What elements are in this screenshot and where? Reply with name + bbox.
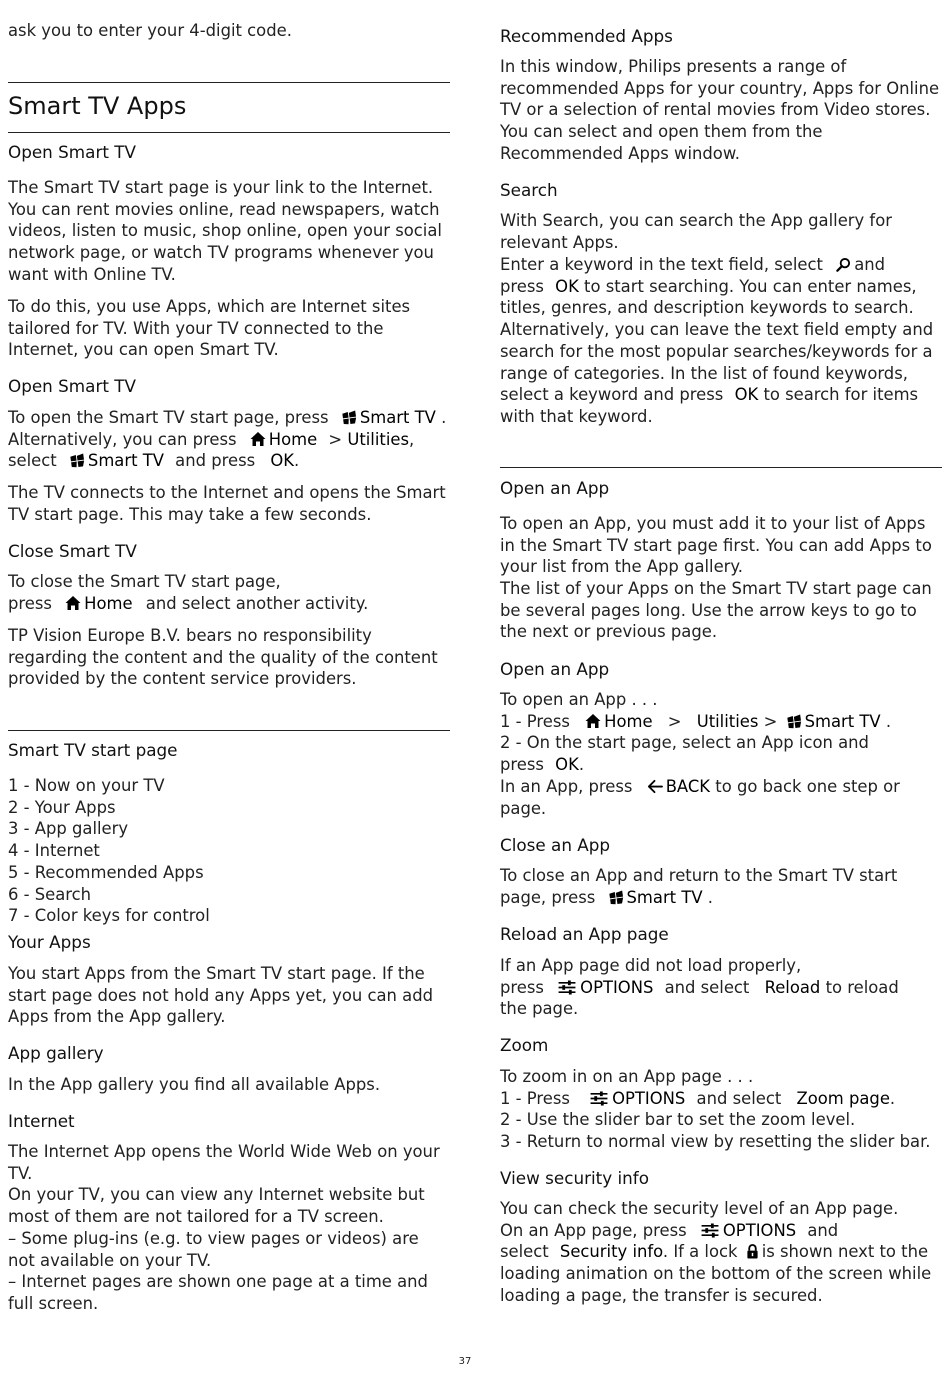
open-app-step-1-sep: >: [667, 711, 682, 731]
security-line-2-text: On an App page, press: [500, 1220, 687, 1240]
zoom-line-1: To zoom in on an App page . . .: [500, 1067, 754, 1086]
security-line-3-text-c: is shown next to the loading animation on the bottom of the screen while loading a page, the transfer is secured.: [500, 1242, 932, 1305]
reload-line-2-text-c: to reload: [825, 977, 899, 997]
security-line-1: You can check the security level of an App page.: [500, 1199, 899, 1218]
reload-line-1: If an App page did not load properly,: [500, 956, 802, 975]
open-app-heading: Open an App: [500, 478, 610, 498]
open-smart-tv-instructions: [8, 407, 450, 472]
list-item: 4 - Internet: [8, 841, 100, 861]
open-app-step-1: [500, 711, 942, 733]
open-app-rule: [500, 467, 942, 468]
security-line-3: [500, 1241, 942, 1306]
smart-tv-icon: [70, 453, 85, 468]
home-key-label: Home: [604, 711, 653, 731]
options-key-label: OPTIONS: [722, 1220, 797, 1240]
zoom-step-1: [500, 1088, 942, 1110]
open-app-line-1: To open an App . . .: [500, 690, 658, 709]
open-line-2-text: Alternatively, you can press: [8, 429, 237, 449]
options-icon: [700, 1223, 720, 1238]
page-number: 37: [458, 1356, 472, 1367]
reload-label: Reload: [764, 977, 821, 997]
security-instructions: [500, 1198, 942, 1307]
close-app-heading: Close an App: [500, 835, 611, 855]
search-line-3: [500, 276, 942, 428]
options-key-label: OPTIONS: [612, 1088, 686, 1108]
zoom-step-3: 3 - Return to normal view by resetting the slider bar.: [500, 1132, 931, 1152]
smart-tv-key-label: Smart TV: [359, 408, 436, 427]
options-icon: [557, 980, 577, 995]
reload-line-2: [500, 977, 942, 999]
search-icon: [836, 257, 851, 272]
open-app-steps: [500, 689, 942, 819]
open-app-step-2-b: [500, 754, 942, 776]
reload-line-2-text-b: and select: [664, 977, 750, 997]
lock-icon: [746, 1244, 759, 1259]
open-line-2-end: ,: [409, 429, 415, 449]
search-line-2: [500, 254, 942, 276]
search-heading: Search: [500, 180, 558, 200]
open-app-step-2: 2 - On the start page, select an App icon and: [500, 733, 869, 753]
open-smart-tv-para1: The Smart TV start page is your link to the Internet. You can rent movies online, read newspapers, watch videos, listen to music, shop online, open your social network page, or watch TV programs whenever you want with Online TV.: [8, 178, 442, 284]
search-line-3-text: press: [500, 276, 544, 296]
zoom-step-1-end: .: [889, 1088, 896, 1108]
connects-para: The TV connects to the Internet and opens the Smart TV start page. This may take a few seconds.: [8, 483, 446, 524]
zoom-step-1-text-b: and select: [696, 1088, 782, 1108]
open-app-step-2-end: .: [578, 755, 585, 775]
list-item: 6 - Search: [8, 884, 92, 904]
home-key-label: Home: [84, 593, 133, 613]
search-line-2-and: and: [854, 255, 886, 274]
security-line-3-text: select: [500, 1242, 549, 1262]
smart-tv-key-label: Smart TV: [87, 451, 164, 471]
home-icon: [250, 431, 266, 447]
start-page-rule: [8, 730, 450, 731]
section-title: Smart TV Apps: [8, 92, 187, 120]
open-app-step-1-sep-2: >: [763, 711, 778, 731]
open-line-2-sep: >: [328, 429, 343, 449]
zoom-step-2: 2 - Use the slider bar to set the zoom level.: [500, 1110, 856, 1130]
home-icon: [585, 713, 601, 729]
ok-key-label: OK: [734, 385, 759, 405]
open-app-para-1: To open an App, you must add it to your list of Apps in the Smart TV start page first. You can add Apps to your list from the App gallery.: [500, 514, 932, 577]
list-item: 2 - Your Apps: [8, 797, 116, 817]
options-icon: [589, 1091, 609, 1106]
open-smart-tv-heading-2: Open Smart TV: [8, 376, 136, 396]
close-app-line-1: To close an App and return to the Smart TV start: [500, 866, 898, 885]
internet-line: On your TV, you can view any Internet website but most of them are not tailored for a TV screen.: [8, 1185, 425, 1227]
security-line-3-text-b: . If a lock: [662, 1242, 738, 1262]
list-item: 3 - App gallery: [8, 819, 129, 839]
close-line-2-text-b: and select another activity.: [145, 593, 369, 613]
smart-tv-icon: [609, 890, 624, 905]
open-smart-tv-heading: Open Smart TV: [8, 142, 136, 162]
home-key-label: Home: [268, 429, 318, 449]
ok-key-label: OK: [270, 451, 295, 471]
close-app-line-2-end: .: [707, 887, 713, 907]
close-app-instructions: [500, 865, 942, 908]
start-page-list: [8, 775, 450, 927]
internet-text: [8, 1141, 450, 1315]
reload-line-2-text: press: [500, 977, 544, 997]
back-key-label: BACK: [665, 776, 711, 796]
close-app-line-2-text: page, press: [500, 887, 596, 907]
close-smart-tv-heading: Close Smart TV: [8, 541, 137, 561]
section-rule-bottom: [8, 132, 450, 133]
internet-line: The Internet App opens the World Wide Web on your TV.: [8, 1142, 440, 1183]
search-line-3-text-b: to start searching. You can enter names, titles, genres, and description keywords to search. Alternatively, you can leave the text field empty and search for the most popular searches/keywords for a range of categories. In the list of found keywords, select a keyword and press: [500, 276, 934, 405]
open-app-back-text-b: to go back one step or page.: [500, 776, 900, 818]
internet-heading: Internet: [8, 1111, 75, 1131]
smart-tv-icon: [787, 714, 802, 729]
smart-tv-icon: [342, 410, 357, 425]
app-gallery-para: In the App gallery you find all available Apps.: [8, 1075, 381, 1094]
list-item: 7 - Color keys for control: [8, 906, 210, 926]
close-line-1: To close the Smart TV start page,: [8, 572, 281, 591]
list-item: 5 - Recommended Apps: [8, 862, 204, 882]
zoom-page-label: Zoom page: [796, 1088, 890, 1108]
open-app-para-2: The list of your Apps on the Smart TV start page can be several pages long. Use the arrow keys to go to the next or previous page.: [500, 579, 932, 642]
options-key-label: OPTIONS: [580, 977, 654, 997]
reload-line-3: the page.: [500, 999, 579, 1019]
security-line-2-and: and: [807, 1220, 839, 1240]
zoom-steps: [500, 1066, 942, 1153]
search-para-1: With Search, you can search the App gallery for relevant Apps.: [500, 211, 892, 252]
start-page-heading: Smart TV start page: [8, 740, 178, 760]
reload-heading: Reload an App page: [500, 924, 669, 944]
smart-tv-key-label: Smart TV: [626, 887, 703, 907]
security-heading: View security info: [500, 1168, 649, 1188]
back-arrow-icon: [646, 779, 663, 794]
open-app-back-text: In an App, press: [500, 776, 633, 796]
close-line-2-text: press: [8, 593, 52, 613]
utilities-label: Utilities: [696, 711, 759, 731]
open-app-step-1-end: .: [885, 711, 892, 731]
zoom-heading: Zoom: [500, 1035, 549, 1055]
open-line-3-end: .: [294, 451, 300, 471]
open-line-1-text: To open the Smart TV start page, press: [8, 408, 329, 427]
open-line-3-text-b: and press: [175, 451, 256, 471]
recommended-apps-para: In this window, Philips presents a range of recommended Apps for your country, Apps for Online TV or a selection of rental movies from Video stores. You can select and open them from the Recommended Apps window.: [500, 57, 940, 163]
disclaimer-para: TP Vision Europe B.V. bears no responsibility regarding the content and the quality of the content provided by the content service providers.: [8, 626, 438, 689]
zoom-step-1-text: 1 - Press: [500, 1088, 570, 1108]
ok-key-label: OK: [555, 755, 579, 775]
open-smart-tv-para2: To do this, you use Apps, which are Internet sites tailored for TV. With your TV connected to the Internet, you can open Smart TV.: [8, 297, 411, 360]
smart-tv-key-label: Smart TV: [804, 711, 881, 731]
internet-line: – Internet pages are shown one page at a time and full screen.: [8, 1272, 428, 1313]
utilities-label: Utilities: [347, 429, 410, 449]
recommended-apps-heading: Recommended Apps: [500, 26, 673, 46]
close-smart-tv-instructions: [8, 571, 450, 614]
internet-line: – Some plug-ins (e.g. to view pages or videos) are not available on your TV.: [8, 1228, 419, 1270]
open-line-3-text: select: [8, 451, 57, 471]
open-app-step-2-press: press: [500, 755, 544, 775]
open-line-1-end: .: [441, 408, 447, 427]
open-app-step-1-text: 1 - Press: [500, 711, 570, 731]
open-line-2: [8, 429, 450, 451]
security-info-label: Security info: [559, 1242, 663, 1262]
search-line-3-text-c: to search for items with that keyword.: [500, 385, 919, 426]
open-app-back: [500, 776, 942, 819]
security-line-2: [500, 1220, 942, 1242]
open-line-3: [8, 450, 450, 472]
search-line-2-text: Enter a keyword in the text field, select: [500, 255, 823, 274]
app-gallery-heading: App gallery: [8, 1043, 104, 1063]
your-apps-para: You start Apps from the Smart TV start page. If the start page does not hold any Apps yet, you can add Apps from the App gallery.: [8, 964, 434, 1027]
close-line-2: [8, 593, 450, 615]
open-line-1: [8, 407, 450, 429]
your-apps-heading: Your Apps: [8, 932, 91, 952]
ok-key-label: OK: [555, 276, 579, 296]
close-app-line-2: [500, 887, 942, 909]
open-app-heading-2: Open an App: [500, 659, 610, 679]
section-rule-top: [8, 82, 450, 83]
home-icon: [65, 595, 81, 611]
reload-instructions: [500, 955, 942, 1020]
list-item: 1 - Now on your TV: [8, 776, 165, 795]
intro-text: ask you to enter your 4-digit code.: [8, 21, 292, 40]
search-instructions: [500, 254, 942, 428]
